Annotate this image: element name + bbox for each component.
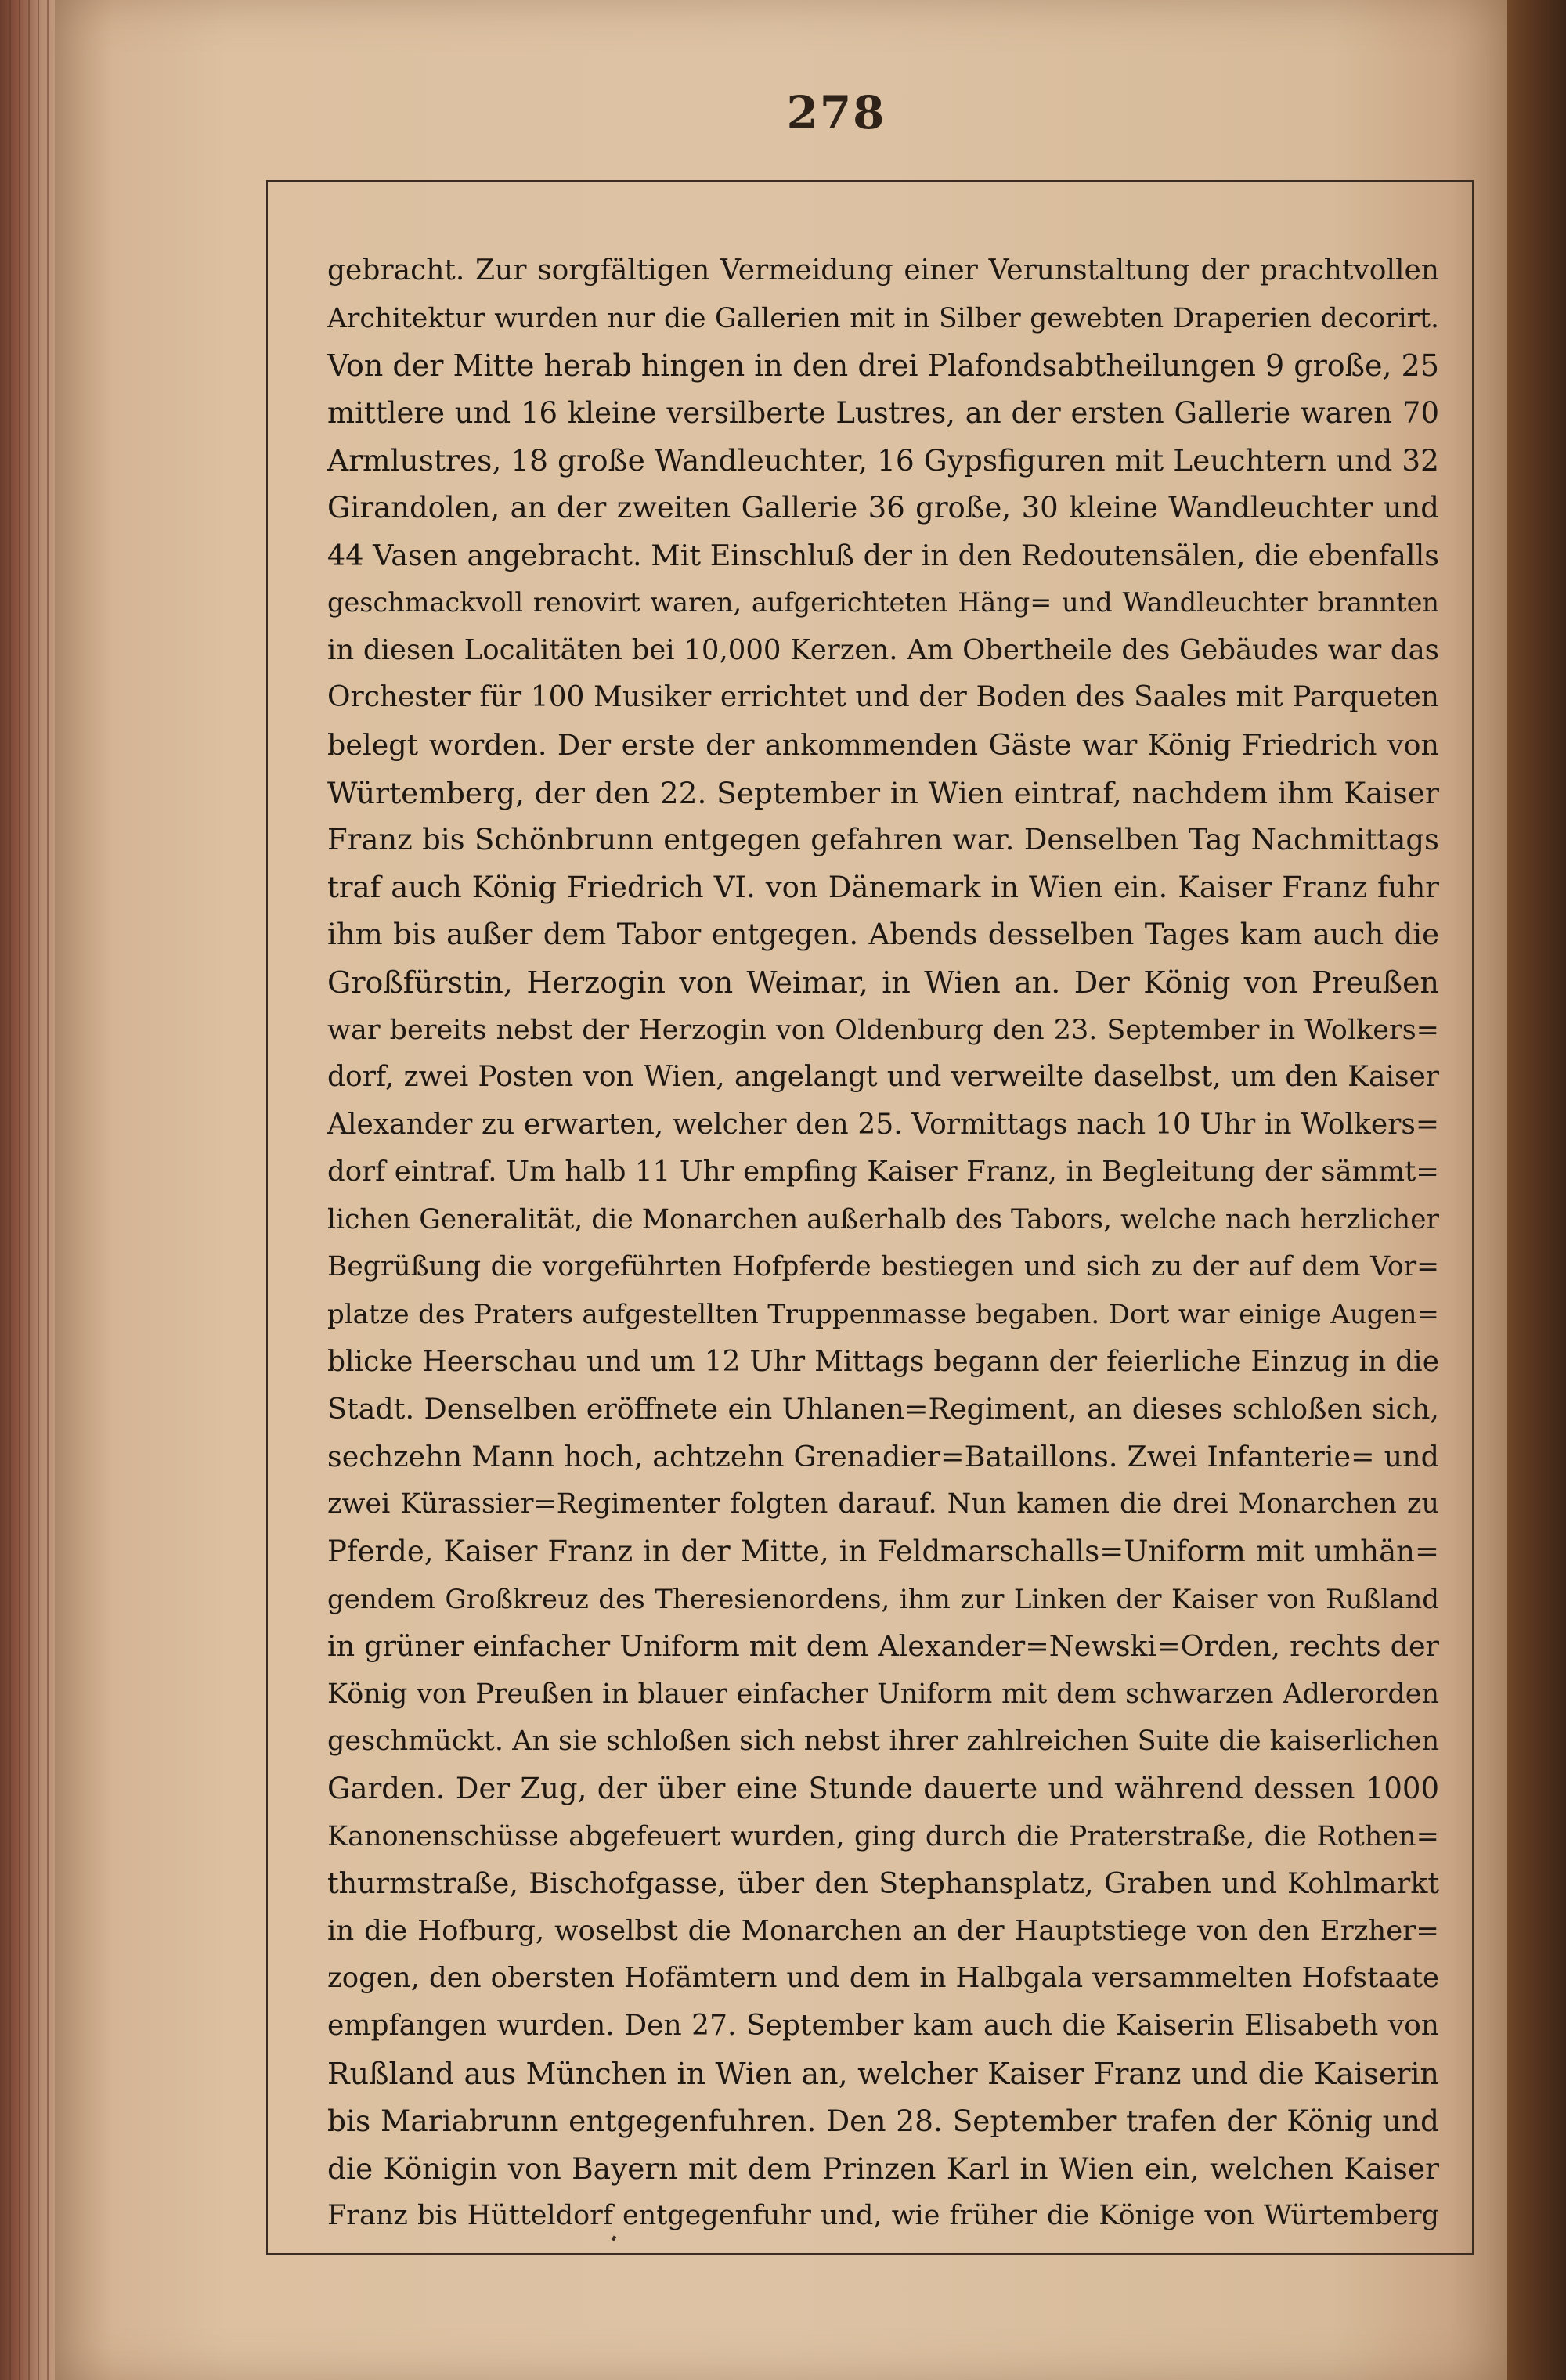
text-line: König von Preußen in blauer einfacher Uniform mit dem schwarzen Adlerorden <box>327 1678 1439 1710</box>
text-line: dorf, zwei Posten von Wien, angelangt und verweilte daselbst, um den Kaiser <box>327 1061 1439 1094</box>
text-line: Alexander zu erwarten, welcher den 25. Vormittags nach 10 Uhr in Wolkers= <box>327 1108 1439 1141</box>
text-line: Begrüßung die vorgeführten Hofpferde bestiegen und sich zu der auf dem Vor= <box>327 1251 1439 1283</box>
text-line: Großfürstin, Herzogin von Weimar, in Wien an. Der König von Preußen <box>327 965 1439 1000</box>
text-line: geschmackvoll renovirt waren, aufgerichteten Häng= und Wandleuchter brannten <box>327 587 1439 618</box>
text-line: Orchester für 100 Musiker errichtet und der Boden des Saales mit Parqueten <box>327 681 1439 714</box>
text-line: Rußland aus München in Wien an, welcher Kaiser Franz und die Kaiserin <box>327 2056 1439 2091</box>
book-binding-right <box>1507 0 1566 2380</box>
page-number: 278 <box>786 86 886 139</box>
text-line: Franz bis Schönbrunn entgegen gefahren war. Denselben Tag Nachmittags <box>327 823 1439 857</box>
text-line: in die Hofburg, woselbst die Monarchen an der Hauptstiege von den Erzher= <box>327 1914 1439 1947</box>
text-line: lichen Generalität, die Monarchen außerhalb des Tabors, welche nach herzlicher <box>327 1203 1439 1235</box>
text-line: dorf eintraf. Um halb 11 Uhr empfing Kaiser Franz, in Begleitung der sämmt= <box>327 1156 1439 1188</box>
text-line: Franz bis Hütteldorf entgegenfuhr und, wie früher die Könige von Würtemberg <box>327 2200 1439 2232</box>
text-line: gendem Großkreuz des Theresienordens, ihm zur Linken der Kaiser von Rußland <box>327 1583 1439 1615</box>
text-line: Von der Mitte herab hingen in den drei Plafondsabtheilungen 9 große, 25 <box>327 348 1439 384</box>
text-line: thurmstraße, Bischofgasse, über den Stephansplatz, Graben und Kohlmarkt <box>327 1866 1439 1901</box>
text-line: Armlustres, 18 große Wandleuchter, 16 Gypsfiguren mit Leuchtern und 32 <box>327 443 1439 478</box>
text-line: Stadt. Denselben eröffnete ein Uhlanen=Regiment, an dieses schloßen sich, <box>327 1392 1439 1426</box>
text-line: zogen, den obersten Hofämtern und dem in Halbgala versammelten Hofstaate <box>327 1962 1439 1995</box>
text-line: mittlere und 16 kleine versilberte Lustres, an der ersten Gallerie waren 70 <box>327 395 1439 430</box>
text-line: Würtemberg, der den 22. September in Wien eintraf, nachdem ihm Kaiser <box>327 775 1439 810</box>
text-line: in diesen Localitäten bei 10,000 Kerzen. Am Obertheile des Gebäudes war das <box>327 633 1439 666</box>
text-line: blicke Heerschau und um 12 Uhr Mittags begann der feierliche Einzug in die <box>327 1345 1439 1378</box>
text-line: traf auch König Friedrich VI. von Dänemark in Wien ein. Kaiser Franz fuhr <box>327 870 1439 904</box>
text-line: belegt worden. Der erste der ankommenden Gäste war König Friedrich von <box>327 727 1439 762</box>
text-line: gebracht. Zur sorgfältigen Vermeidung einer Verunstaltung der prachtvollen <box>327 254 1439 287</box>
text-line: zwei Kürassier=Regimenter folgten darauf. Nun kamen die drei Monarchen zu <box>327 1488 1439 1520</box>
text-line: Garden. Der Zug, der über eine Stunde dauerte und während dessen 1000 <box>327 1772 1439 1805</box>
text-line: Architektur wurden nur die Gallerien mit in Silber gewebten Draperien decorirt. <box>327 302 1439 334</box>
text-line: geschmückt. An sie schloßen sich nebst ihrer zahlreichen Suite die kaiserlichen <box>327 1726 1439 1758</box>
text-line: Girandolen, an der zweiten Gallerie 36 große, 30 kleine Wandleuchter und <box>327 490 1439 525</box>
text-line: bis Mariabrunn entgegenfuhren. Den 28. September trafen der König und <box>327 2104 1439 2139</box>
text-line: war bereits nebst der Herzogin von Oldenburg den 23. September in Wolkers= <box>327 1014 1439 1046</box>
text-line: Kanonenschüsse abgefeuert wurden, ging durch die Praterstraße, die Rothen= <box>327 1820 1439 1852</box>
text-line: Pferde, Kaiser Franz in der Mitte, in Feldmarschalls=Uniform mit umhän= <box>327 1534 1439 1569</box>
text-line: die Königin von Bayern mit dem Prinzen Karl in Wien ein, welchen Kaiser <box>327 2151 1439 2186</box>
text-line: in grüner einfacher Uniform mit dem Alexander=Newski=Orden, rechts der <box>327 1629 1439 1664</box>
body-text <box>327 247 1439 2240</box>
text-line: sechzehn Mann hoch, achtzehn Grenadier=Bataillons. Zwei Infanterie= und <box>327 1439 1439 1473</box>
text-line: ihm bis außer dem Tabor entgegen. Abends desselben Tages kam auch die <box>327 918 1439 952</box>
text-line: platze des Praters aufgestellten Truppenmasse begaben. Dort war einige Augen= <box>327 1299 1439 1331</box>
text-line: empfangen wurden. Den 27. September kam auch die Kaiserin Elisabeth von <box>327 2009 1439 2042</box>
text-line: 44 Vasen angebracht. Mit Einschluß der in den Redoutensälen, die ebenfalls <box>327 538 1439 572</box>
